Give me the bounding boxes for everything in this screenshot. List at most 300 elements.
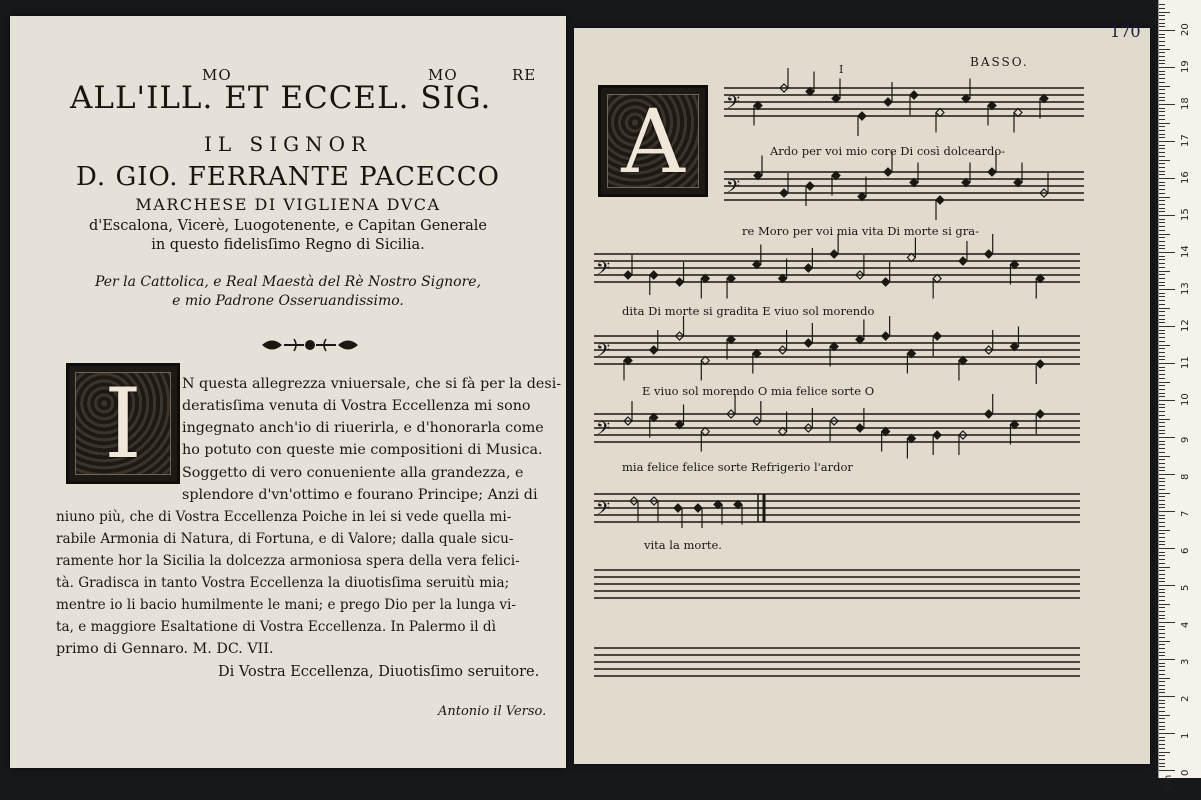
ruler-tick [1159, 208, 1165, 209]
music-page [574, 22, 1150, 764]
ruler-tick [1159, 152, 1165, 153]
ruler-tick [1159, 211, 1165, 212]
ruler-number: 14 [1180, 245, 1191, 258]
ruler-tick [1159, 415, 1165, 416]
ruler-tick [1159, 489, 1165, 490]
ruler-tick [1159, 185, 1165, 186]
ruler-tick [1159, 389, 1165, 390]
ruler-tick [1159, 34, 1165, 35]
ruler-tick [1159, 533, 1165, 534]
ruler-tick [1159, 548, 1175, 549]
ruler-tick [1159, 633, 1165, 634]
ruler-tick [1159, 78, 1165, 79]
ruler-number: 18 [1180, 97, 1191, 110]
ruler-tick [1159, 744, 1165, 745]
ruler-tick [1159, 148, 1165, 149]
music-staff-1 [724, 80, 1084, 136]
ruler-tick [1159, 241, 1165, 242]
note-head [830, 250, 838, 258]
ruler-tick [1159, 733, 1175, 734]
ruler-tick [1159, 259, 1165, 260]
body-line-10: tà. Gradisca in tanto Vostra Eccellenza la diuotisſima seruitù mia; [56, 575, 510, 591]
note-head [674, 504, 682, 512]
clef-glyph: 𝄢 [726, 93, 741, 118]
ruler-tick [1159, 359, 1165, 360]
ruler-tick [1159, 666, 1165, 667]
ruler-tick [1159, 703, 1165, 704]
ruler-tick [1159, 19, 1165, 20]
ruler-tick [1159, 404, 1165, 405]
ruler-tick [1159, 119, 1165, 120]
superscript-mo-2: MO [428, 66, 458, 84]
ruler-tick [1159, 230, 1165, 231]
body-line-6: splendore d'vn'ottimo e fourano Principe; Anzi di [182, 487, 538, 503]
note-head [676, 278, 684, 286]
ruler-tick [1159, 637, 1165, 638]
ruler-tick [1159, 134, 1165, 135]
note-head [624, 271, 632, 279]
ruler-tick [1159, 104, 1175, 105]
ruler-tick [1159, 644, 1165, 645]
ruler-number: 3 [1180, 658, 1191, 665]
ruler-tick [1159, 333, 1165, 334]
ruler-tick [1159, 356, 1165, 357]
lyric-line-1: Ardo per voi mio core Di così dolceardo- [770, 144, 1006, 158]
title-marquis-line: MARCHESE DI VIGLIENA DVCA [135, 195, 441, 214]
ruler-tick [1159, 26, 1165, 27]
ruler-tick [1159, 178, 1175, 179]
body-line-8: rabile Armonia di Natura, di Fortuna, e di Valore; dalla quale sicu- [56, 531, 514, 547]
ruler-tick [1159, 160, 1170, 161]
ruler-tick [1159, 752, 1170, 753]
ruler-tick [1159, 215, 1175, 216]
ruler-tick [1159, 315, 1165, 316]
ruler-tick [1159, 60, 1165, 61]
ruler-tick [1159, 304, 1165, 305]
ruler-tick [1159, 45, 1165, 46]
lyric-line-6: vita la morte. [644, 538, 722, 552]
ruler-tick [1159, 348, 1165, 349]
ruler-tick [1159, 589, 1165, 590]
ruler-number: 0 [1180, 769, 1191, 776]
note-head [650, 271, 658, 279]
ruler-tick [1159, 456, 1170, 457]
ruler-tick [1159, 89, 1165, 90]
ruler-tick [1159, 681, 1165, 682]
ruler-tick [1159, 278, 1165, 279]
note-head [959, 257, 967, 265]
note-head [650, 346, 658, 354]
title-dedicatee-honorific: ALL'ILL. ET ECCEL. SIG. [70, 80, 492, 116]
note-head [804, 339, 812, 347]
ruler-tick [1159, 296, 1165, 297]
music-staff-6 [594, 486, 1080, 542]
ruler-tick [1159, 541, 1165, 542]
ruler-tick [1159, 574, 1165, 575]
ruler-tick [1159, 481, 1165, 482]
ruler-tick [1159, 522, 1165, 523]
music-staff-4 [594, 328, 1080, 384]
ruler-tick [1159, 289, 1175, 290]
ruler-tick [1159, 400, 1175, 401]
ruler-tick [1159, 652, 1165, 653]
lyric-line-5: mia felice felice sorte Refrigerio l'ardor [622, 460, 853, 474]
closing-salutation: Di Vostra Eccellenza, Diuotisſimo seruitore. [218, 664, 540, 680]
part-number: I [839, 63, 844, 76]
ruler-tick [1159, 722, 1165, 723]
ruler-tick [1159, 715, 1170, 716]
ruler-tick [1159, 622, 1175, 623]
note-head [858, 112, 866, 120]
note-head [806, 182, 814, 190]
ruler-tick [1159, 678, 1170, 679]
clef-glyph: 𝄢 [596, 499, 611, 524]
clef-glyph: 𝄢 [726, 177, 741, 202]
empty-staff-7 [594, 562, 1080, 612]
title-il-signor: IL SIGNOR [203, 132, 373, 156]
ruler-tick [1159, 308, 1170, 309]
ruler-tick [1159, 30, 1175, 31]
fleuron-ornament [258, 334, 362, 356]
ruler-tick [1159, 700, 1165, 701]
note-head [910, 91, 918, 99]
ruler-tick [1159, 86, 1170, 87]
ruler-tick [1159, 755, 1165, 756]
ruler-tick [1159, 167, 1165, 168]
ruler-tick [1159, 63, 1165, 64]
ruler-tick [1159, 407, 1165, 408]
ruler-tick [1159, 496, 1165, 497]
ruler-tick [1159, 234, 1170, 235]
ruler-tick [1159, 271, 1170, 272]
note-head [988, 168, 996, 176]
ruler-tick [1159, 263, 1165, 264]
ruler-tick [1159, 504, 1165, 505]
ruler-tick [1159, 559, 1165, 560]
body-line-11: mentre io li bacio humilmente le mani; e prego Dio per la lunga vi- [56, 597, 516, 613]
ruler-tick [1159, 515, 1165, 516]
ruler-tick [1159, 71, 1165, 72]
ruler-tick [1159, 396, 1165, 397]
voice-part-label: BASSO. [970, 55, 1029, 69]
ruler-tick [1159, 696, 1175, 697]
page-number: 170 [1110, 22, 1141, 41]
ruler-tick [1159, 430, 1165, 431]
ruler-tick [1159, 382, 1170, 383]
music-staff-5 [594, 406, 1080, 462]
ruler-tick [1159, 12, 1170, 13]
ruler-tick [1159, 293, 1165, 294]
ruler-number: 8 [1180, 473, 1191, 480]
ruler-tick [1159, 530, 1170, 531]
ruler-number: 16 [1180, 171, 1191, 184]
ruler-tick [1159, 474, 1175, 475]
ruler-tick [1159, 663, 1165, 664]
empty-staff-8 [594, 640, 1080, 690]
ruler-tick [1159, 493, 1170, 494]
ruler-tick [1159, 604, 1170, 605]
ruler-number: 20 [1180, 23, 1191, 36]
lyric-line-3: dita Di morte si gradita E viuo sol morendo [622, 304, 875, 318]
ruler-tick [1159, 500, 1165, 501]
ruler-tick [1159, 433, 1165, 434]
ruler-tick [1159, 130, 1165, 131]
clef-glyph: 𝄢 [596, 341, 611, 366]
ruler-tick [1159, 363, 1175, 364]
ruler-tick [1159, 197, 1170, 198]
ruler-tick [1159, 37, 1165, 38]
note-head [985, 250, 993, 258]
ruler-tick [1159, 56, 1165, 57]
ruler-tick [1159, 526, 1165, 527]
lyric-line-4: E viuo sol morendo O mia felice sorte O [642, 384, 875, 398]
ruler-tick [1159, 611, 1165, 612]
ruler-tick [1159, 711, 1165, 712]
ruler-tick [1159, 345, 1170, 346]
ruler-tick [1159, 748, 1165, 749]
ruler-tick [1159, 552, 1165, 553]
note-head [933, 332, 941, 340]
ruler-tick [1159, 766, 1165, 767]
ruler-tick [1159, 485, 1165, 486]
ruler-tick [1159, 126, 1165, 127]
note-head [882, 278, 890, 286]
italic-patron-line: e mio Padrone Osseruandissimo. [172, 293, 404, 309]
ruler-number: 2 [1180, 695, 1191, 702]
ruler-tick [1159, 204, 1165, 205]
ruler-tick [1159, 4, 1165, 5]
ruler-tick [1159, 655, 1165, 656]
ruler-tick [1159, 393, 1165, 394]
ruler-tick [1159, 452, 1165, 453]
note-head [804, 264, 812, 272]
title-dedicatee-name: D. GIO. FERRANTE PACECCO [76, 162, 500, 192]
ruler-tick [1159, 737, 1165, 738]
ruler-tick [1159, 219, 1165, 220]
ruler-tick [1159, 226, 1165, 227]
ruler-tick [1159, 115, 1165, 116]
ruler-tick [1159, 448, 1165, 449]
ruler-tick [1159, 726, 1165, 727]
ruler-tick [1159, 459, 1165, 460]
ruler-tick [1159, 385, 1165, 386]
ruler-tick [1159, 426, 1165, 427]
music-staff-3 [594, 246, 1080, 302]
note-head [694, 504, 702, 512]
ruler-tick [1159, 82, 1165, 83]
ruler-tick [1159, 237, 1165, 238]
body-line-7: niuno più, che di Vostra Eccellenza Poiche in lei si vede quella mi- [56, 509, 512, 525]
ruler-tick [1159, 174, 1165, 175]
italic-majesty-line: Per la Cattolica, e Real Maestà del Rè Nostro Signore, [94, 274, 482, 290]
ruler-tick [1159, 648, 1165, 649]
ruler-tick [1159, 729, 1165, 730]
note-head [985, 410, 993, 418]
ruler-tick [1159, 629, 1165, 630]
ruler-tick [1159, 567, 1170, 568]
ruler-tick [1159, 537, 1165, 538]
ruler-tick [1159, 478, 1165, 479]
ruler-number: 19 [1180, 60, 1191, 73]
ruler-unit-label: cm [1163, 774, 1174, 790]
ruler-tick [1159, 441, 1165, 442]
ruler-tick [1159, 422, 1165, 423]
ruler-tick [1159, 563, 1165, 564]
ruler-tick [1159, 322, 1165, 323]
music-staff-2 [724, 164, 1084, 220]
ruler-tick [1159, 222, 1165, 223]
ruler-tick [1159, 8, 1165, 9]
ruler-tick [1159, 626, 1165, 627]
body-line-4: ho potuto con queste mie compositioni di Musica. [182, 442, 543, 458]
ruler-tick [1159, 137, 1165, 138]
note-head [856, 424, 864, 432]
ruler-tick [1159, 600, 1165, 601]
ruler-tick [1159, 156, 1165, 157]
ruler-tick [1159, 592, 1165, 593]
ruler-number: 6 [1180, 547, 1191, 554]
ruler-tick [1159, 470, 1165, 471]
ruler-tick [1159, 607, 1165, 608]
note-head [884, 168, 892, 176]
ruler-tick [1159, 67, 1175, 68]
author-signature: Antonio il Verso. [438, 704, 547, 719]
ruler-tick [1159, 41, 1165, 42]
ruler-tick [1159, 581, 1165, 582]
ruler-tick [1159, 248, 1165, 249]
ruler-tick [1159, 319, 1165, 320]
ruler-tick [1159, 300, 1165, 301]
note-head [936, 196, 944, 204]
ruler-tick [1159, 759, 1165, 760]
clef-glyph: 𝄢 [596, 259, 611, 284]
ruler-tick [1159, 15, 1165, 16]
ruler-tick [1159, 596, 1165, 597]
ruler-tick [1159, 23, 1165, 24]
ruler-tick [1159, 518, 1165, 519]
ruler-number: 9 [1180, 436, 1191, 443]
ruler-tick [1159, 437, 1175, 438]
ruler-tick [1159, 252, 1175, 253]
ruler-tick [1159, 689, 1165, 690]
superscript-mo-1: MO [202, 66, 232, 84]
dedication-page [10, 16, 566, 768]
ruler-tick [1159, 285, 1165, 286]
ruler-tick [1159, 740, 1165, 741]
note-head [1036, 410, 1044, 418]
ruler-tick [1159, 370, 1165, 371]
ruler-tick [1159, 111, 1165, 112]
body-line-12: ta, e maggiore Esaltatione di Vostra Eccellenza. In Palermo il dì [56, 619, 496, 635]
ruler-tick [1159, 326, 1175, 327]
ruler-tick [1159, 337, 1165, 338]
ruler-tick [1159, 570, 1165, 571]
ruler-number: 7 [1180, 510, 1191, 517]
ruler-tick [1159, 108, 1165, 109]
body-line-5: Soggetto di vero conueniente alla grandezza, e [182, 465, 524, 481]
ruler-tick [1159, 189, 1165, 190]
ruler-tick [1159, 444, 1165, 445]
ruler-tick [1159, 274, 1165, 275]
decorated-initial-a: A [598, 85, 708, 197]
ruler-tick [1159, 367, 1165, 368]
ruler-tick [1159, 507, 1165, 508]
ruler-tick [1159, 578, 1165, 579]
ruler-tick [1159, 770, 1175, 771]
ruler-tick [1159, 718, 1165, 719]
title-viceroy-line: d'Escalona, Vicerè, Luogotenente, e Capitan Generale [88, 218, 488, 234]
ruler-tick [1159, 352, 1165, 353]
ruler-tick [1159, 555, 1165, 556]
body-line-3: ingegnato anch'io di riuerirla, e d'honorarla come [182, 420, 544, 436]
ruler-tick [1159, 311, 1165, 312]
ruler-tick [1159, 52, 1165, 53]
clef-glyph: 𝄢 [596, 419, 611, 444]
ruler-number: 10 [1180, 393, 1191, 406]
ruler-tick [1159, 97, 1165, 98]
note-head [882, 332, 890, 340]
ruler-tick [1159, 200, 1165, 201]
ruler-tick [1159, 659, 1175, 660]
title-kingdom-line: in questo fidelisſimo Regno di Sicilia. [151, 237, 425, 253]
ruler-tick [1159, 692, 1165, 693]
ruler-tick [1159, 685, 1165, 686]
ruler-tick [1159, 674, 1165, 675]
ruler-number: 12 [1180, 319, 1191, 332]
body-line-2: deratisſima venuta di Vostra Eccellenza mi sono [182, 398, 531, 414]
ruler-number: 11 [1180, 356, 1191, 369]
ruler-tick [1159, 763, 1165, 764]
ruler-tick [1159, 511, 1175, 512]
ruler-tick [1159, 374, 1165, 375]
lyric-line-2: re Moro per voi mia vita Di morte si gra- [742, 224, 980, 238]
ruler-tick [1159, 100, 1165, 101]
ruler-tick [1159, 615, 1165, 616]
note-head [1036, 360, 1044, 368]
ruler-tick [1159, 670, 1165, 671]
ruler-tick [1159, 463, 1165, 464]
ruler-tick [1159, 707, 1165, 708]
ruler-tick [1159, 282, 1165, 283]
ruler-tick [1159, 74, 1165, 75]
measuring-ruler [1158, 0, 1201, 790]
ruler-tick [1159, 93, 1165, 94]
ruler-tick [1159, 141, 1175, 142]
ruler-number: 13 [1180, 282, 1191, 295]
ruler-tick [1159, 163, 1165, 164]
ruler-tick [1159, 411, 1165, 412]
ruler-tick [1159, 267, 1165, 268]
body-line-13: primo di Gennaro. M. DC. VII. [56, 641, 274, 657]
ruler-tick [1159, 256, 1165, 257]
superscript-re: RE [512, 66, 537, 84]
note-head [933, 431, 941, 439]
body-line-9: ramente hor la Sicilia la dolcezza armoniosa spera della vera felici- [56, 553, 520, 569]
body-line-1: N questa allegrezza vniuersale, che si fà per la desi- [182, 376, 562, 392]
ruler-tick [1159, 378, 1165, 379]
ruler-tick [1159, 49, 1170, 50]
ruler-tick [1159, 182, 1165, 183]
ruler-number: 17 [1180, 134, 1191, 147]
ruler-tick [1159, 544, 1165, 545]
ruler-number: 5 [1180, 584, 1191, 591]
ruler-tick [1159, 193, 1165, 194]
ruler-tick [1159, 641, 1170, 642]
note-head [780, 189, 788, 197]
ruler-number: 15 [1180, 208, 1191, 221]
ruler-tick [1159, 618, 1165, 619]
ruler-tick [1159, 123, 1170, 124]
